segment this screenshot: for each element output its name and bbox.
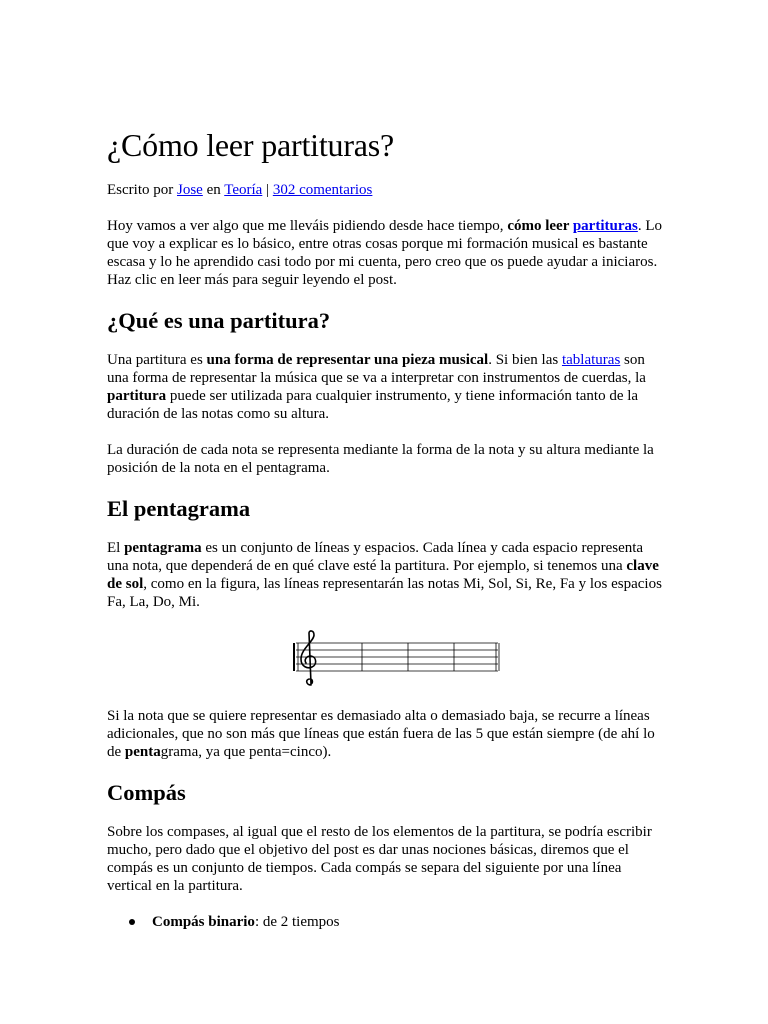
intro-text: Hoy vamos a ver algo que me lleváis pidiendo desde hace tiempo,	[107, 218, 508, 234]
comments-link[interactable]: 302 comentarios	[272, 182, 373, 198]
text: . Si bien las	[488, 352, 562, 368]
bold-text: pentagrama	[124, 540, 202, 556]
intro-paragraph	[107, 217, 667, 289]
section3-paragraph-1: Sobre los compases, al igual que el resto de los elementos de la partitura, se podría escribir mucho, pero dado que el objetivo del post es dar unas nociones básicas, diremos que el compás es un conjunto de tiempos. Cada compás se separa del siguiente por una línea vertical en la partitura.	[107, 824, 652, 894]
list-item	[152, 913, 667, 931]
text: Si la nota que se quiere representar es demasiado alta o demasiado baja, se recurre a líneas adicionales, que no son más que líneas que están fuera de las 5 que están siempre (de ahí lo de	[107, 708, 655, 760]
bold-text: partitura	[107, 388, 167, 404]
section-heading-compas: Compás	[107, 780, 186, 805]
text: , como en la figura, las líneas representarán las notas Mi, Sol, Si, Re, Fa y los espacios Fa, La, Do, Mi.	[107, 576, 662, 610]
author-link[interactable]: Jose	[176, 182, 203, 198]
text: es un conjunto de líneas y espacios. Cada línea y cada espacio representa una nota, que dependerá de en qué clave esté la partitura. Por ejemplo, si tenemos una	[107, 540, 644, 574]
section-heading-que-es: ¿Qué es una partitura?	[107, 308, 331, 333]
bold-text: una forma de representar una pieza musical	[206, 352, 489, 368]
section1-paragraph-2: La duración de cada nota se representa mediante la forma de la nota y su altura mediante la posición de la nota en el pentagrama.	[107, 442, 654, 476]
intro-text-2: . Lo que voy a explicar es lo básico, entre otras cosas porque mi formación musical es bastante escasa y lo he aprendido casi todo por mi cuenta, pero creo que os puede ayudar a iniciaros. Haz clic en leer más para seguir leyendo el post.	[107, 218, 663, 288]
text: grama, ya que penta=cinco).	[160, 744, 332, 760]
staff-figure	[107, 629, 667, 689]
article	[107, 126, 667, 931]
bold-text: penta	[124, 744, 161, 760]
bold-text: clave de sol	[107, 558, 659, 592]
treble-clef	[301, 631, 316, 685]
text: Una partitura es	[107, 352, 207, 368]
list-item-bold: Compás binario	[152, 914, 255, 930]
section2-paragraph-2	[107, 707, 667, 761]
article-meta	[107, 181, 667, 199]
list-item-text: : de 2 tiempos	[254, 914, 340, 930]
treble-clef-staff-icon	[292, 629, 502, 689]
article-title: ¿Cómo leer partituras?	[107, 127, 395, 163]
section1-paragraph-1	[107, 351, 667, 423]
meta-separator: |	[262, 182, 273, 198]
intro-bold: cómo leer	[507, 218, 573, 234]
compas-list	[107, 913, 667, 931]
section-heading-pentagrama: El pentagrama	[107, 496, 251, 521]
text: son una forma de representar la música que se va a interpretar con instrumentos de cuerdas, la	[107, 352, 646, 386]
text: El	[107, 540, 125, 556]
text: puede ser utilizada para cualquier instrumento, y tiene información tanto de la duración de las notas como su altura.	[107, 388, 639, 422]
category-link[interactable]: Teoría	[224, 182, 263, 198]
partituras-link[interactable]: partituras	[572, 218, 638, 234]
section2-paragraph-1	[107, 539, 667, 611]
tablaturas-link[interactable]: tablaturas	[561, 352, 621, 368]
meta-prefix: Escrito por	[107, 182, 177, 198]
meta-in: en	[202, 182, 225, 198]
